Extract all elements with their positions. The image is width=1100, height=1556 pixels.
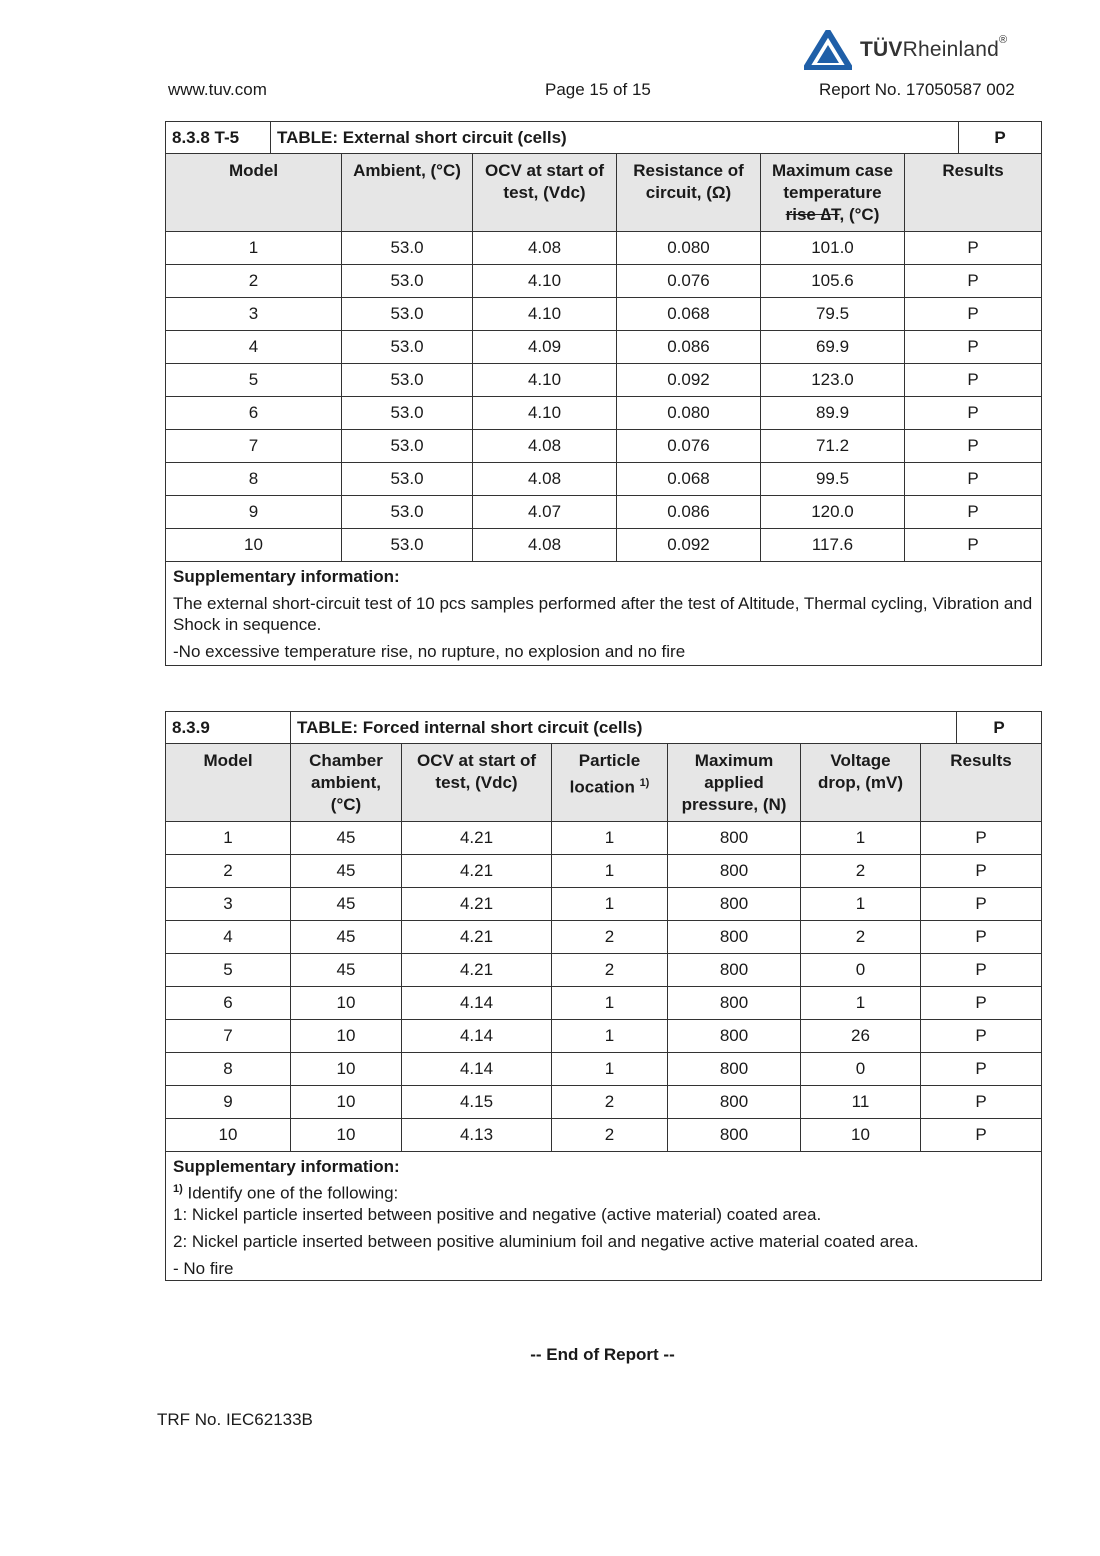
cell-ocv: 4.08 xyxy=(473,430,617,463)
website-text: www.tuv.com xyxy=(168,80,267,99)
supp-line: - No fire xyxy=(173,1258,234,1278)
cell-particle-location: 2 xyxy=(552,921,668,954)
cell-ambient: 53.0 xyxy=(342,529,473,562)
cell-max-temp: 105.6 xyxy=(761,265,905,298)
cell-ambient: 53.0 xyxy=(342,496,473,529)
cell-chamber-ambient: 45 xyxy=(291,888,402,921)
cell-pressure: 800 xyxy=(668,921,801,954)
col-model: Model xyxy=(166,154,342,232)
table-row xyxy=(166,1119,1042,1152)
table1-clause: 8.3.8 T-5 xyxy=(166,122,271,154)
cell-ambient: 53.0 xyxy=(342,463,473,496)
cell-voltage-drop: 1 xyxy=(801,987,921,1020)
cell-model: 10 xyxy=(166,529,342,562)
cell-max-temp: 101.0 xyxy=(761,232,905,265)
col-particle-location: Particle location $^{1)}$ xyxy=(552,744,668,822)
col-ocv: OCV at start of test, (Vdc) xyxy=(473,154,617,232)
cell-max-temp: 117.6 xyxy=(761,529,905,562)
external-short-circuit-table xyxy=(165,121,1042,666)
cell-ocv: 4.15 xyxy=(402,1086,552,1119)
table1-supplementary xyxy=(166,562,1042,666)
cell-ocv: 4.08 xyxy=(473,232,617,265)
table-row xyxy=(166,1053,1042,1086)
cell-model: 4 xyxy=(166,331,342,364)
cell-model: 2 xyxy=(166,265,342,298)
table-row xyxy=(166,496,1042,529)
cell-ocv: 4.08 xyxy=(473,463,617,496)
cell-voltage-drop: 11 xyxy=(801,1086,921,1119)
cell-voltage-drop: 1 xyxy=(801,888,921,921)
cell-chamber-ambient: 45 xyxy=(291,954,402,987)
cell-max-temp: 120.0 xyxy=(761,496,905,529)
cell-ocv: 4.21 xyxy=(402,921,552,954)
table-row xyxy=(166,232,1042,265)
cell-chamber-ambient: 10 xyxy=(291,1086,402,1119)
cell-result: P xyxy=(921,1119,1042,1152)
table-row xyxy=(166,298,1042,331)
table-row xyxy=(166,397,1042,430)
cell-pressure: 800 xyxy=(668,1053,801,1086)
cell-chamber-ambient: 45 xyxy=(291,921,402,954)
cell-max-temp: 123.0 xyxy=(761,364,905,397)
cell-chamber-ambient: 10 xyxy=(291,1119,402,1152)
cell-result: P xyxy=(921,822,1042,855)
table-row xyxy=(166,921,1042,954)
cell-ambient: 53.0 xyxy=(342,232,473,265)
cell-particle-location: 1 xyxy=(552,822,668,855)
cell-ocv: 4.10 xyxy=(473,397,617,430)
cell-model: 7 xyxy=(166,430,342,463)
table-row xyxy=(166,954,1042,987)
cell-model: 6 xyxy=(166,397,342,430)
cell-model: 10 xyxy=(166,1119,291,1152)
table-row xyxy=(166,463,1042,496)
cell-model: 1 xyxy=(166,232,342,265)
cell-resistance: 0.086 xyxy=(617,331,761,364)
col-max-pressure: Maximum applied pressure, (N) xyxy=(668,744,801,822)
page-number: Page 15 of 15 xyxy=(545,80,651,99)
cell-max-temp: 99.5 xyxy=(761,463,905,496)
cell-chamber-ambient: 10 xyxy=(291,1020,402,1053)
cell-model: 5 xyxy=(166,954,291,987)
col-results: Results xyxy=(921,744,1042,822)
cell-result: P xyxy=(921,987,1042,1020)
cell-particle-location: 1 xyxy=(552,855,668,888)
cell-resistance: 0.068 xyxy=(617,298,761,331)
cell-voltage-drop: 2 xyxy=(801,921,921,954)
table-row xyxy=(166,1020,1042,1053)
cell-resistance: 0.080 xyxy=(617,232,761,265)
cell-result: P xyxy=(905,265,1042,298)
cell-model: 7 xyxy=(166,1020,291,1053)
cell-model: 9 xyxy=(166,496,342,529)
table-row xyxy=(166,987,1042,1020)
cell-pressure: 800 xyxy=(668,987,801,1020)
cell-resistance: 0.086 xyxy=(617,496,761,529)
cell-resistance: 0.092 xyxy=(617,364,761,397)
table2-verdict: P xyxy=(957,712,1042,744)
cell-result: P xyxy=(905,232,1042,265)
cell-pressure: 800 xyxy=(668,822,801,855)
supp-title: Supplementary information: xyxy=(173,567,400,586)
cell-voltage-drop: 2 xyxy=(801,855,921,888)
table2-title: TABLE: Forced internal short circuit (cells) xyxy=(291,712,957,744)
cell-chamber-ambient: 45 xyxy=(291,855,402,888)
col-max-case-temp: Maximum case temperature rise ∆T, (°C) xyxy=(761,154,905,232)
col-resistance: Resistance of circuit, (Ω) xyxy=(617,154,761,232)
cell-max-temp: 89.9 xyxy=(761,397,905,430)
cell-result: P xyxy=(921,1086,1042,1119)
cell-resistance: 0.068 xyxy=(617,463,761,496)
cell-particle-location: 2 xyxy=(552,1119,668,1152)
cell-model: 6 xyxy=(166,987,291,1020)
end-of-report: -- End of Report -- xyxy=(530,1345,675,1364)
cell-model: 3 xyxy=(166,298,342,331)
cell-pressure: 800 xyxy=(668,954,801,987)
cell-chamber-ambient: 10 xyxy=(291,987,402,1020)
col-results: Results xyxy=(905,154,1042,232)
supp-line: 2: Nickel particle inserted between positive aluminium foil and negative active material coated area. xyxy=(173,1231,919,1251)
cell-result: P xyxy=(921,921,1042,954)
table2-supplementary xyxy=(166,1152,1042,1281)
cell-result: P xyxy=(905,463,1042,496)
cell-max-temp: 71.2 xyxy=(761,430,905,463)
cell-resistance: 0.092 xyxy=(617,529,761,562)
cell-particle-location: 1 xyxy=(552,888,668,921)
cell-ambient: 53.0 xyxy=(342,298,473,331)
cell-voltage-drop: 1 xyxy=(801,822,921,855)
cell-result: P xyxy=(921,1053,1042,1086)
cell-pressure: 800 xyxy=(668,855,801,888)
table-row xyxy=(166,888,1042,921)
supp-note: $^{1)}$ Identify one of the following: xyxy=(173,1183,399,1203)
cell-result: P xyxy=(905,529,1042,562)
col-ocv: OCV at start of test, (Vdc) xyxy=(402,744,552,822)
tuv-triangle-icon xyxy=(804,30,852,70)
cell-result: P xyxy=(905,331,1042,364)
cell-voltage-drop: 26 xyxy=(801,1020,921,1053)
cell-model: 4 xyxy=(166,921,291,954)
table-row xyxy=(166,855,1042,888)
cell-ambient: 53.0 xyxy=(342,397,473,430)
cell-pressure: 800 xyxy=(668,1020,801,1053)
cell-particle-location: 1 xyxy=(552,1020,668,1053)
col-model: Model xyxy=(166,744,291,822)
cell-ocv: 4.14 xyxy=(402,987,552,1020)
cell-result: P xyxy=(905,496,1042,529)
cell-ocv: 4.14 xyxy=(402,1020,552,1053)
cell-result: P xyxy=(921,855,1042,888)
cell-ocv: 4.21 xyxy=(402,855,552,888)
report-number: Report No. 17050587 002 xyxy=(819,80,1015,99)
cell-model: 5 xyxy=(166,364,342,397)
cell-particle-location: 2 xyxy=(552,1086,668,1119)
cell-chamber-ambient: 45 xyxy=(291,822,402,855)
cell-resistance: 0.076 xyxy=(617,265,761,298)
supp-line: -No excessive temperature rise, no rupture, no explosion and no fire xyxy=(173,642,686,661)
cell-ocv: 4.08 xyxy=(473,529,617,562)
cell-result: P xyxy=(921,954,1042,987)
supp-line: 1: Nickel particle inserted between positive and negative (active material) coated area. xyxy=(173,1204,822,1224)
table-row xyxy=(166,331,1042,364)
table-row xyxy=(166,822,1042,855)
cell-model: 9 xyxy=(166,1086,291,1119)
cell-ocv: 4.13 xyxy=(402,1119,552,1152)
cell-voltage-drop: 10 xyxy=(801,1119,921,1152)
supp-line: The external short-circuit test of 10 pcs samples performed after the test of Altitude, Thermal cycling, Vibration and Shock in sequence. xyxy=(173,594,1033,634)
cell-pressure: 800 xyxy=(668,1119,801,1152)
cell-resistance: 0.076 xyxy=(617,430,761,463)
forced-internal-short-circuit-table xyxy=(165,711,1042,1281)
cell-model: 1 xyxy=(166,822,291,855)
table-row xyxy=(166,364,1042,397)
cell-ocv: 4.10 xyxy=(473,364,617,397)
table-row xyxy=(166,265,1042,298)
table1-title: TABLE: External short circuit (cells) xyxy=(271,122,959,154)
cell-particle-location: 2 xyxy=(552,954,668,987)
table2-clause: 8.3.9 xyxy=(166,712,291,744)
col-chamber-ambient: Chamber ambient, (°C) xyxy=(291,744,402,822)
cell-ambient: 53.0 xyxy=(342,430,473,463)
cell-ocv: 4.09 xyxy=(473,331,617,364)
cell-pressure: 800 xyxy=(668,1086,801,1119)
cell-result: P xyxy=(905,298,1042,331)
cell-ambient: 53.0 xyxy=(342,364,473,397)
cell-ocv: 4.21 xyxy=(402,888,552,921)
cell-pressure: 800 xyxy=(668,888,801,921)
cell-resistance: 0.080 xyxy=(617,397,761,430)
table-row xyxy=(166,529,1042,562)
cell-ocv: 4.10 xyxy=(473,298,617,331)
cell-ocv: 4.10 xyxy=(473,265,617,298)
cell-result: P xyxy=(921,888,1042,921)
cell-ambient: 53.0 xyxy=(342,265,473,298)
supp-title: Supplementary information: xyxy=(173,1157,400,1176)
cell-ocv: 4.21 xyxy=(402,822,552,855)
cell-ambient: 53.0 xyxy=(342,331,473,364)
cell-voltage-drop: 0 xyxy=(801,1053,921,1086)
cell-result: P xyxy=(921,1020,1042,1053)
cell-result: P xyxy=(905,364,1042,397)
cell-ocv: 4.21 xyxy=(402,954,552,987)
col-voltage-drop: Voltage drop, (mV) xyxy=(801,744,921,822)
cell-ocv: 4.07 xyxy=(473,496,617,529)
cell-model: 8 xyxy=(166,463,342,496)
cell-chamber-ambient: 10 xyxy=(291,1053,402,1086)
cell-result: P xyxy=(905,430,1042,463)
cell-result: P xyxy=(905,397,1042,430)
logo-wordmark: TÜVRheinland® xyxy=(860,34,1008,61)
table-row xyxy=(166,430,1042,463)
col-ambient: Ambient, (°C) xyxy=(342,154,473,232)
table-row xyxy=(166,1086,1042,1119)
cell-voltage-drop: 0 xyxy=(801,954,921,987)
cell-max-temp: 79.5 xyxy=(761,298,905,331)
cell-model: 2 xyxy=(166,855,291,888)
tuv-logo xyxy=(804,30,1007,70)
table1-verdict: P xyxy=(959,122,1042,154)
cell-ocv: 4.14 xyxy=(402,1053,552,1086)
trf-number: TRF No. IEC62133B xyxy=(157,1410,313,1429)
cell-model: 3 xyxy=(166,888,291,921)
cell-model: 8 xyxy=(166,1053,291,1086)
cell-max-temp: 69.9 xyxy=(761,331,905,364)
cell-particle-location: 1 xyxy=(552,1053,668,1086)
cell-particle-location: 1 xyxy=(552,987,668,1020)
